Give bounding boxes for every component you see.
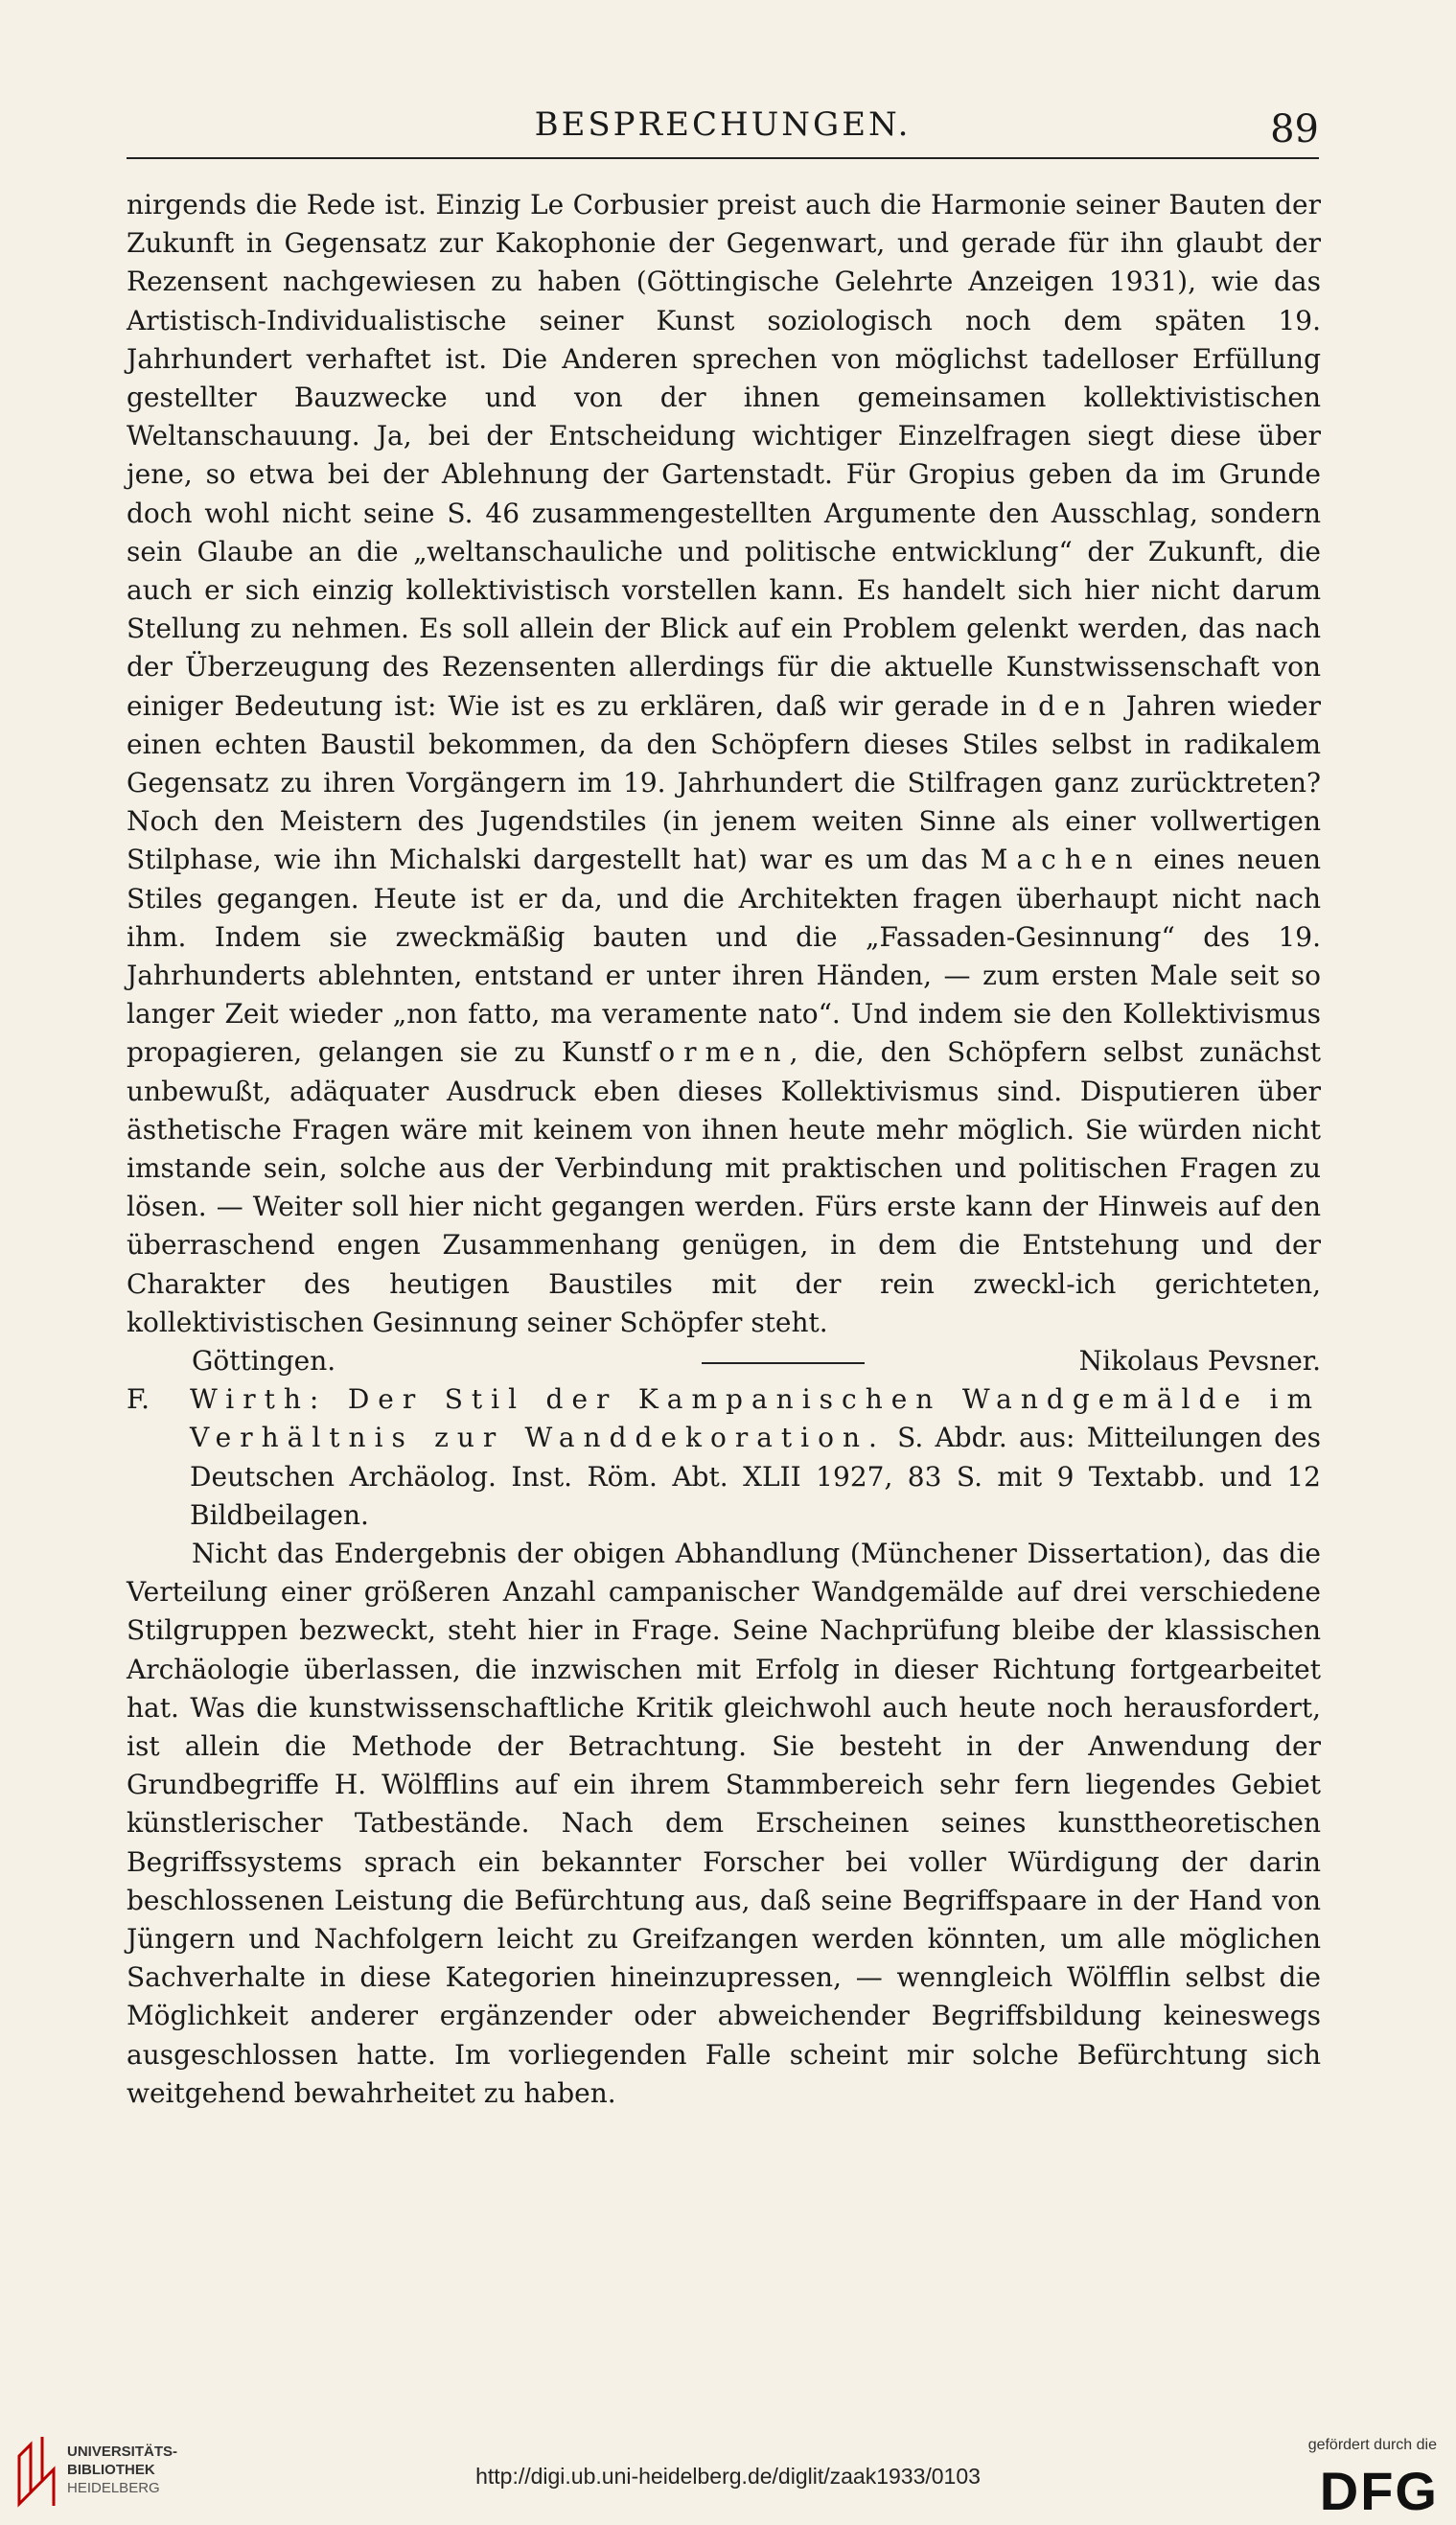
entry-details: S. Abdr. aus: Mitteilungen des Deutschen Archäolog. Inst. Röm. Abt. XLII 1927, 83 S. mit 9 Textabb. und 12 Bildbeilagen. [190,1422,1321,1531]
author-initial: F. [127,1383,150,1416]
page-header [127,105,1319,159]
signature-author: Nikolaus Pevsner. [1078,1345,1321,1378]
signature-place: Göttingen. [192,1345,336,1378]
paragraph [127,186,1321,1342]
bibliographic-entry [127,1380,1321,1535]
library-name-line: HEIDELBERG [67,2480,160,2496]
library-name-line: BIBLIOTHEK [67,2462,155,2478]
emphasis-text: formen [639,1036,790,1069]
review-text [127,186,1321,2113]
funding-note: gefördert durch die [1307,2437,1437,2453]
library-name-line: UNIVERSITÄTS- [67,2444,178,2460]
text-run: eines neuen Stiles gegangen. Heute ist er da, und die Architekten fragen überhaupt nicht nach ihm. Indem sie zweckmäßig bauten und die „Fassaden-Gesinnung“ des 19. Jahrhunderts ablehnten, entstand er unter ihren Händen, — zum ersten Male seit so langer Zeit wieder „non fatto, ma veramente nato“. Und indem sie den Kollektivismus propagieren, gelangen sie zu Kunst [127,844,1321,1069]
text-run: nirgends die Rede ist. Einzig Le Corbusier preist auch die Harmonie seiner Bauten der Zukunft in Gegensatz zur Kakophonie der Gegenwart, und gerade für ihn glaubt der Rezensent nachgewiesen zu haben (Göttingische Gelehrte Anzeigen 1931), wie das Artistisch-Individualistische seiner Kunst soziologisch noch dem späten 19. Jahrhundert verhaftet ist. Die Anderen sprechen von möglichst tadelloser Erfüllung gestellter Bauzwecke und von der ihnen gemeinsamen kollektivistischen Weltanschauung. Ja, bei der Entscheidung wichtiger Einzelfragen siegt diese über jene, so etwa bei der Ablehnung der Gartenstadt. Für Gropius geben da im Grunde doch wohl nicht seine S. 46 zusammengestellten Argumente den Ausschlag, sondern sein Glaube an die „weltanschauliche und politische entwicklung“ der Zukunft, die auch er sich einzig kollektivistisch vorstellen kann. Es handelt sich hier nicht darum Stellung zu nehmen. Es soll allein der Blick auf ein Problem gelenkt werden, das nach der Überzeugung des Rezensenten allerdings für die aktuelle Kunstwissenschaft von einiger Bedeutung ist: Wie ist es zu erklären, daß wir gerade in [127,189,1321,722]
permalink-url[interactable]: http://digi.ub.uni-heidelberg.de/diglit/zaak1933/0103 [475,2464,981,2489]
review-signature [127,1342,1321,1380]
paragraph: Nicht das Endergebnis der obigen Abhandlung (Münchener Dissertation), das die Verteilung einer größeren Anzahl campanischer Wandgemälde auf drei verschiedene Stilgruppen bezweckt, steht hier in Frage. Seine Nachprüfung bleibe der klassischen Archäologie überlassen, die inzwischen mit Erfolg in dieser Richtung fortgearbeitet hat. Was die kunstwissenschaftliche Kritik gleichwohl auch heute noch herausfordert, ist allein die Methode der Betrachtung. Sie besteht in der Anwendung der Grundbegriffe H. Wölfflins auf ein ihrem Stammbereich sehr fern liegendes Gebiet künstlerischer Tatbestände. Nach dem Erscheinen seines kunsttheoretischen Begriffssystems sprach ein bekannter Forscher bei voller Würdigung der darin beschlossenen Leistung die Befürchtung aus, daß seine Begriffspaare in der Hand von Jüngern und Nachfolgern leicht zu Greifzangen werden könnten, um alle möglichen Sachverhalte in diese Kategorien hineinzupressen, — wenngleich Wölfflin selbst die Möglichkeit anderer ergänzender oder abweichender Begriffsbildung keineswegs ausgeschlossen hatte. Im vorliegenden Falle scheint mir solche Befürchtung sich weitgehend bewahrheitet zu haben. [127,1537,1321,2109]
separator-dash [702,1362,865,1364]
header-rule [127,157,1319,159]
emphasis-text: den [1038,689,1115,722]
text-run: , die, den Schöpfern selbst zunächst unbewußt, adäquater Ausdruck eben dieses Kollektivismus sind. Disputieren über ästhetische Fragen wäre mit keinem von ihnen heute mehr möglich. Sie würden nicht imstande sein, solche aus der Verbindung mit praktischen und politischen Fragen zu lösen. — Weiter soll hier nicht gegangen werden. Fürs erste kann der Hinweis auf den überraschend engen Zusammenhang genügen, in dem die Entstehung und der Charakter des heutigen Baustiles mit der rein zweckl-ich gerichteten, kollektivistischen Gesinnung seiner Schöpfer steht. [127,1036,1321,1338]
emphasis-text: Machen [980,844,1142,876]
page-number: 89 [1270,107,1319,151]
entry-title: Wirth: Der Stil der Kampanischen Wandgemälde im Verhältnis zur Wanddekoration. [190,1383,1321,1454]
running-title: BESPRECHUNGEN. [534,105,912,144]
digitization-footer [0,2425,1456,2525]
dfg-logo: DFG [1319,2461,1439,2521]
text-run: Jahren wieder einen echten Baustil bekommen, da den Schöpfern dieses Stiles selbst in radikalem Gegensatz zu ihren Vorgängern im 19. Jahrhundert die Stilfragen ganz zurücktreten? Noch den Meistern des Jugendstiles (in jenem weiten Sinne als einer vollwertigen Stilphase, wie ihn Michalski dargestellt hat) war es um das [127,689,1321,876]
